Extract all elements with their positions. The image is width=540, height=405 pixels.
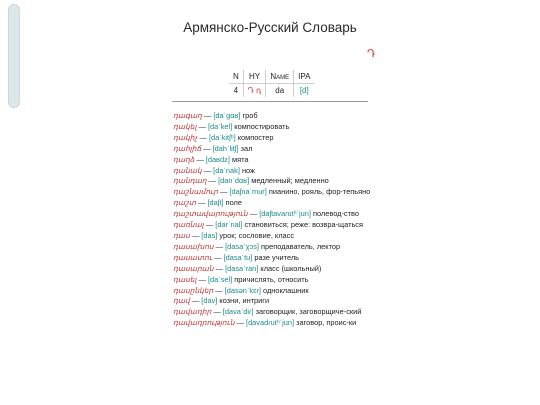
entry-headword[interactable]: դաշտ (173, 198, 196, 208)
entry-ipa: [danˈdɑʁ] (218, 176, 250, 186)
entry-headword[interactable]: դաշնամուր (173, 187, 218, 197)
entry-headword[interactable]: դասատու (173, 252, 213, 262)
entry-dash: — (206, 176, 219, 186)
entry-ipa: [daˈsel] (207, 274, 233, 284)
entry-translation: мята (231, 154, 249, 164)
entry-ipa: [daʃt] (207, 198, 224, 208)
dictionary-entry (163, 122, 377, 133)
entry-headword[interactable]: դահլիճ (173, 143, 202, 153)
entry-dash: — (213, 241, 226, 251)
entry-dash: — (196, 274, 208, 284)
letter-name: da (266, 84, 294, 98)
entry-headword[interactable]: դագաղ (173, 111, 202, 120)
dictionary-entry (163, 176, 377, 187)
entry-translation: полевод-ство (312, 209, 359, 219)
entry-translation: компостер (237, 132, 274, 142)
entry-ipa: [daˈkel] (207, 121, 233, 131)
entry-dash: — (201, 165, 214, 175)
header-hy: HY (243, 70, 266, 84)
letter-number: 4 (229, 84, 243, 98)
entry-ipa: [dasaˈχɔs] (225, 241, 259, 251)
entry-translation: нож (241, 165, 256, 175)
entry-headword[interactable]: դասարան (173, 263, 214, 273)
dictionary-entry (163, 231, 377, 242)
entry-list (163, 111, 377, 329)
entry-ipa: [daʃtavaɾutʰˈjun] (259, 209, 311, 219)
entry-headword[interactable]: դավ (173, 296, 190, 306)
entry-headword[interactable]: դավադրություն (173, 318, 235, 328)
entry-headword[interactable]: դաղձ (173, 154, 195, 164)
dictionary-entry (163, 275, 377, 286)
entry-dash: — (201, 111, 214, 120)
header-ipa: IPA (294, 70, 315, 84)
entry-translation: гроб (242, 111, 258, 120)
entry-headword[interactable]: դավադիր (173, 307, 212, 317)
entry-ipa: [dahˈlitʃ] (212, 143, 239, 153)
entry-ipa: [dasaˈɾan] (225, 263, 259, 273)
entry-translation: причислять, относить (234, 274, 309, 284)
entry-translation: козни, интриги (219, 296, 270, 306)
dictionary-entry (163, 296, 377, 307)
entry-headword[interactable]: դասընկեր (173, 285, 214, 295)
entry-headword[interactable]: դասել (173, 274, 197, 284)
entry-dash: — (247, 209, 260, 219)
dictionary-entry (163, 133, 377, 144)
entry-translation: компостировать (234, 121, 290, 131)
dictionary-entry (163, 144, 377, 155)
entry-headword[interactable]: դաշտավարություն (173, 209, 248, 219)
entry-dash: — (213, 285, 225, 295)
entry-translation: урок; сословие, класс (219, 230, 295, 240)
entry-translation: разе учитель (254, 252, 300, 262)
entry-ipa: [daʃnaˈmur] (229, 187, 267, 197)
entry-translation: класс (школьный) (260, 263, 322, 273)
entry-headword[interactable]: դասախոս (173, 241, 214, 251)
letter-info-row (229, 84, 314, 98)
entry-dash: — (203, 220, 216, 230)
entry-dash: — (213, 263, 226, 273)
entry-dash: — (196, 121, 208, 131)
entry-ipa: [davadɾutʰˈjun] (246, 318, 295, 328)
entry-ipa: [dasaˈtu] (223, 252, 253, 262)
entry-translation: зал (240, 143, 253, 153)
entry-translation: медленный; медленно (251, 176, 329, 186)
entry-translation: заговорщик, заговорщиче-ский (255, 307, 362, 317)
entry-translation: заговор, проис-ки (296, 318, 357, 328)
entry-dash: — (217, 187, 230, 197)
entry-ipa: [daˈkitʃʰ] (208, 132, 236, 142)
dictionary-entry (163, 242, 377, 253)
entry-dash: — (211, 307, 223, 317)
header-n: N (233, 72, 239, 81)
dictionary-entry (163, 286, 377, 297)
entry-translation: одноклашник (263, 285, 309, 295)
entry-headword[interactable]: դառնալ (173, 220, 204, 230)
entry-ipa: [dav] (201, 296, 218, 306)
entry-ipa: [das] (201, 230, 218, 240)
entry-ipa: [daˈɡɑʁ] (213, 111, 241, 120)
entry-headword[interactable]: դանակ (173, 165, 202, 175)
dictionary-entry (163, 209, 377, 220)
letter-armenian: Դ դ (243, 84, 266, 98)
letter-ipa: [d] (294, 84, 315, 98)
dictionary-entry (163, 264, 377, 275)
entry-dash: — (197, 132, 209, 142)
dictionary-entry (163, 166, 377, 177)
entry-dash: — (212, 252, 224, 262)
letter-info-header-row (229, 70, 314, 84)
entry-dash: — (234, 318, 247, 328)
entry-translation: преподаватель, лектор (261, 241, 341, 251)
dictionary-entry (163, 253, 377, 264)
entry-translation: становиться; реже: возвра-щаться (244, 220, 364, 230)
divider (172, 101, 368, 102)
entry-ipa: [daʁdz] (205, 154, 230, 164)
entry-translation: пианино, рояль, фор-тепьяно (268, 187, 371, 197)
dictionary-entry (163, 111, 377, 122)
entry-translation: поле (225, 198, 242, 208)
letter-info-table (229, 70, 314, 97)
dictionary-entry (163, 187, 377, 198)
entry-headword[interactable]: դակիչ (173, 132, 198, 142)
entry-ipa: [daˈnak] (213, 165, 240, 175)
entry-dash: — (201, 143, 213, 153)
entry-headword[interactable]: դակել (173, 121, 197, 131)
dictionary-entry (163, 155, 377, 166)
dictionary-entry (163, 220, 377, 231)
section-letter: Դ (367, 47, 376, 60)
page-title: Армянско-Русский Словарь (183, 20, 357, 35)
dictionary-entry (163, 307, 377, 318)
entry-dash: — (194, 154, 206, 164)
header-name: Name (266, 70, 294, 84)
dictionary-entry (163, 318, 377, 329)
entry-dash: — (189, 230, 202, 240)
entry-ipa: [davaˈdiɾ] (222, 307, 254, 317)
entry-dash: — (189, 296, 202, 306)
entry-dash: — (195, 198, 208, 208)
entry-headword[interactable]: դանդաղ (173, 176, 207, 186)
entry-ipa: [dasənˈkɛɾ] (224, 285, 261, 295)
entry-ipa: [darˈnal] (215, 220, 243, 230)
entry-headword[interactable]: դաս (173, 230, 190, 240)
dictionary-entry (163, 198, 377, 209)
